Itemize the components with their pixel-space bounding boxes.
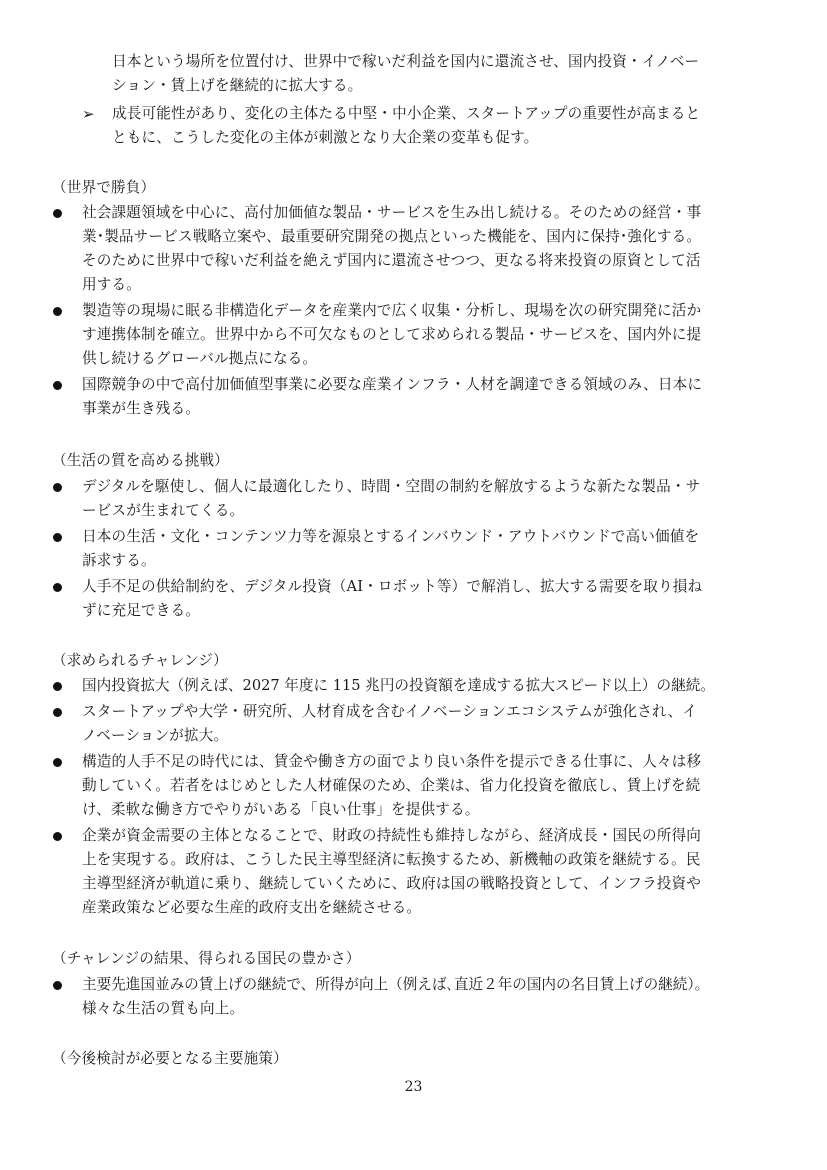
paragraph-line: 業･製品サービス戦略立案や、最重要研究開発の拠点といった機能を、国内に保持･強化する。 (82, 228, 702, 245)
section-heading: （求められるチャレンジ） (52, 652, 228, 669)
paragraph-line: 主導型経済が軌道に乗り、継続していくために、政府は国の戦略投資として、インフラ投資や (82, 875, 701, 892)
paragraph-line: 日本の生活・文化・コンテンツ力等を源泉とするインバウンド・アウトバウンドで高い価値を (82, 528, 700, 545)
paragraph-line: ともに、こうした変化の主体が刺激となり大企業の変革も促す。 (112, 129, 539, 146)
paragraph-line: 社会課題領域を中心に、高付加価値な製品・サービスを生み出し続ける。そのための経営・事 (82, 204, 702, 221)
paragraph-line: す連携体制を確立。世界中から不可欠なものとして求められる製品・サービスを、国内外に提 (82, 326, 702, 343)
bullet-dot-icon (53, 483, 62, 492)
bullet-dot-icon (53, 533, 62, 542)
bullet-dot-icon (53, 209, 62, 218)
paragraph-line: 訴求する。 (82, 552, 156, 569)
bullet-dot-icon (53, 832, 62, 841)
paragraph-line: 上を実現する。政府は、こうした民主導型経済に転換するため、新機軸の政策を継続する。民 (82, 851, 701, 868)
bullet-dot-icon (53, 708, 62, 717)
paragraph-line: 国際競争の中で高付加価値型事業に必要な産業インフラ・人材を調達できる領域のみ、日本に (82, 376, 703, 393)
paragraph-line: 企業が資金需要の主体となることで、財政の持続性も維持しながら、経済成長・国民の所得向 (82, 827, 701, 844)
paragraph-line: 事業が生き残る。 (82, 400, 200, 417)
paragraph-line: 成長可能性があり、変化の主体たる中堅・中小企業、スタートアップの重要性が高まると (112, 105, 701, 122)
paragraph-line: 日本という場所を位置付け、世界中で稼いだ利益を国内に還流させ、国内投資・イノベー (112, 53, 700, 70)
paragraph-line: そのために世界中で稼いだ利益を絶えず国内に還流させつつ、更なる将来投資の原資として活 (82, 252, 701, 269)
paragraph-line: 製造等の現場に眠る非構造化データを産業内で広く収集・分析し、現場を次の研究開発に活か (82, 302, 702, 319)
section-heading: （チャレンジの結果、得られる国民の豊かさ） (52, 950, 361, 967)
paragraph-line: 国内投資拡大（例えば、2027 年度に 115 兆円の投資額を達成する拡大スピード以上）の継続。 (82, 677, 715, 694)
paragraph-line: スタートアップや大学・研究所、人材育成を含むイノベーションエコシステムが強化され、イ (82, 703, 698, 720)
paragraph-line: デジタルを駆使し、個人に最適化したり、時間・空間の制約を解放するような新たな製品・サ (82, 478, 701, 495)
bullet-dot-icon (53, 682, 62, 691)
bullet-dot-icon (53, 981, 62, 990)
paragraph-line: 産業政策など必要な生産的政府支出を継続させる。 (82, 899, 422, 916)
arrow-bullet-icon: ➢ (82, 105, 95, 123)
paragraph-line: 構造的人手不足の時代には、賃金や働き方の面でより良い条件を提示できる仕事に、人々は移 (82, 753, 702, 770)
paragraph-line: 供し続けるグローバル拠点になる。 (82, 350, 318, 367)
bullet-dot-icon (53, 381, 62, 390)
section-heading: （生活の質を高める挑戦） (52, 452, 229, 469)
paragraph-line: 主要先進国並みの賃上げの継続で、所得が向上（例えば､直近２年の国内の名目賃上げの継続）。 (82, 976, 710, 993)
bullet-dot-icon (53, 307, 62, 316)
paragraph-line: ション・賃上げを継続的に拡大する。 (112, 77, 363, 94)
paragraph-line: ービスが生まれてくる。 (82, 502, 245, 519)
bullet-dot-icon (53, 758, 62, 767)
bullet-dot-icon (53, 583, 62, 592)
paragraph-line: 用する。 (82, 276, 141, 293)
paragraph-line: 様々な生活の質も向上。 (82, 1000, 245, 1017)
paragraph-line: け、柔軟な働き方でやりがいある「良い仕事」を提供する。 (82, 801, 480, 818)
page-number: 23 (404, 1079, 423, 1095)
section-heading: （今後検討が必要となる主要施策） (52, 1050, 288, 1067)
section-heading: （世界で勝負） (52, 179, 156, 196)
paragraph-line: 人手不足の供給制約を、デジタル投資（AI・ロボット等）で解消し、拡大する需要を取り損ね (82, 578, 703, 595)
paragraph-line: ノベーションが拡大。 (82, 727, 229, 744)
paragraph-line: 動していく。若者をはじめとした人材確保のため、企業は、省力化投資を徹底し、賃上げを続 (82, 777, 701, 794)
paragraph-line: ずに充足できる。 (82, 602, 200, 619)
